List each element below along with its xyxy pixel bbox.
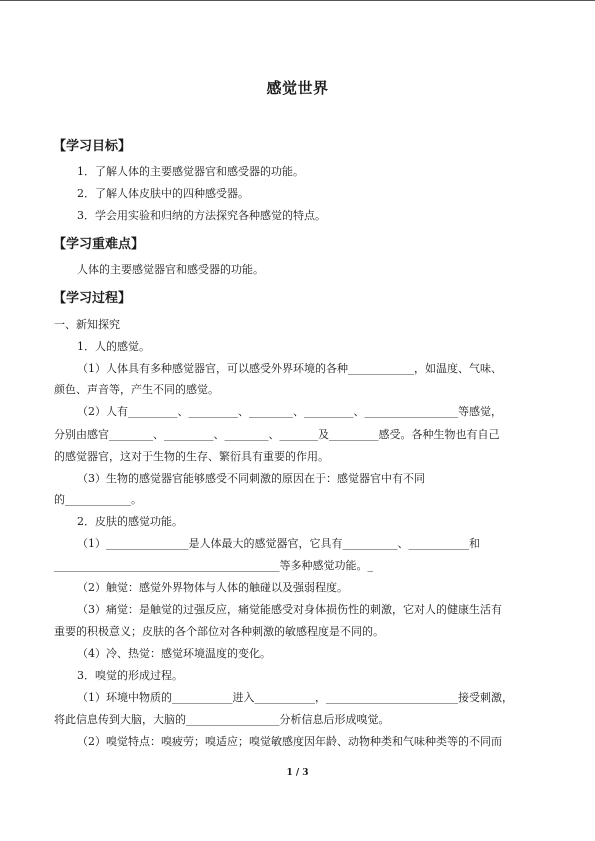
body-line: （2）嗅觉特点：嗅疲劳；嗅适应；嗅觉敏感度因年龄、动物种类和气味种类等的不同而 (77, 735, 502, 748)
body-line: 3．嗅觉的形成过程。 (77, 669, 183, 682)
page-top-border (0, 0, 595, 1)
key-point-text: 人体的主要感觉器官和感受器的功能。 (77, 263, 264, 276)
body-line: （1）环境中物质的___________进入___________，________________________接受刺激， (77, 691, 513, 704)
body-line: （1）人体具有多种感觉器官，可以感受外界环境的各种____________，如温度、气味、 (77, 362, 502, 375)
body-line: （4）冷、热觉：感觉环境温度的变化。 (77, 647, 271, 660)
body-line: 一、新知探究 (54, 318, 120, 331)
body-line: 1．人的感觉。 (77, 340, 150, 353)
goal-item-3: 3．学会用实验和归纳的方法探究各种感觉的特点。 (77, 209, 326, 222)
section-heading-goals: 【学习目标】 (53, 139, 132, 154)
body-line: _________________________________________等多种感觉功能。_ (54, 559, 373, 572)
body-line: 的感觉器官，这对于生物的生存、繁衍具有重要的作用。 (54, 450, 329, 463)
body-line: （3）生物的感觉器官能够感受不同刺激的原因在于：感觉器官中有不同 (77, 472, 425, 485)
body-line: 重要的积极意义；皮肤的各个部位对各种刺激的敏感程度是不同的。 (54, 625, 384, 638)
section-heading-key-points: 【学习重难点】 (53, 237, 145, 252)
body-line: （1）_______________是人体最大的感觉器官，它具有__________、___________和 (77, 537, 480, 550)
body-line: 的____________。 (54, 493, 142, 506)
page-title: 感觉世界 (266, 79, 329, 97)
goal-item-1: 1．了解人体的主要感觉器官和感受器的功能。 (77, 165, 304, 178)
body-line: （2）触觉：感觉外界物体与人体的触碰以及强弱程度。 (77, 581, 348, 594)
body-line: （2）人有_________、_________、________、_________、_________________等感觉， (77, 405, 502, 418)
body-line: 颜色、声音等，产生不同的感觉。 (54, 383, 219, 396)
section-heading-process: 【学习过程】 (53, 291, 132, 306)
page-number: 1 / 3 (286, 768, 309, 778)
body-line: 2．皮肤的感觉功能。 (77, 515, 183, 528)
body-line: （3）痛觉：是触觉的过强反应，痛觉能感受对身体损伤性的刺激，它对人的健康生活有 (77, 603, 502, 616)
body-line: 将此信息传到大脑，大脑的_________________分析信息后形成嗅觉。 (54, 713, 390, 726)
goal-item-2: 2．了解人体皮肤中的四种感受器。 (77, 187, 249, 200)
body-line: 分别由感官________、_________、________、_______及_________感受。各种生物也有自己 (54, 428, 500, 441)
